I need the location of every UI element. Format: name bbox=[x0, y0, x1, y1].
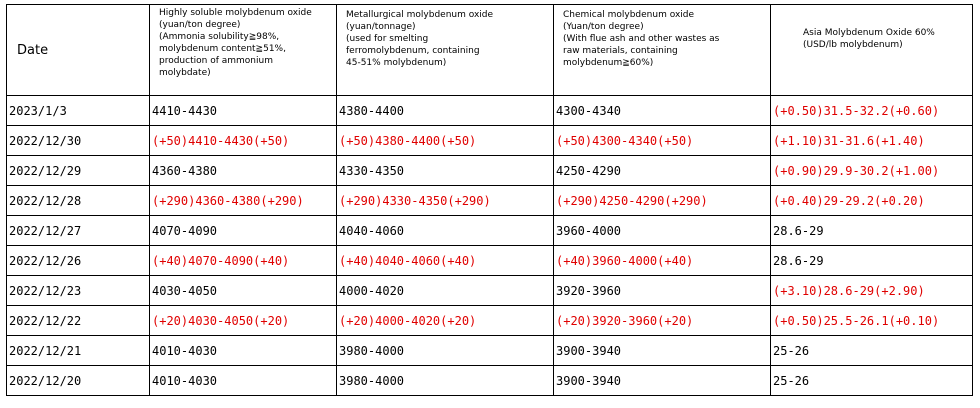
asia-price-cell: 28.6-29 bbox=[771, 216, 973, 246]
table-row bbox=[7, 186, 973, 216]
metallurgical-price-cell: (+290)4330-4350(+290) bbox=[337, 186, 554, 216]
metallurgical-price-cell: 3980-4000 bbox=[337, 336, 554, 366]
date-cell: 2022/12/28 bbox=[7, 186, 150, 216]
table-row bbox=[7, 276, 973, 306]
date-cell: 2022/12/29 bbox=[7, 156, 150, 186]
table-body bbox=[7, 96, 973, 396]
table-header-row bbox=[7, 5, 973, 96]
chemical-price-cell: 4300-4340 bbox=[554, 96, 771, 126]
highly-soluble-price-cell: 4030-4050 bbox=[150, 276, 337, 306]
date-cell: 2022/12/30 bbox=[7, 126, 150, 156]
highly-soluble-price-cell: (+20)4030-4050(+20) bbox=[150, 306, 337, 336]
highly-soluble-price-cell: 4410-4430 bbox=[150, 96, 337, 126]
chemical-price-cell: (+290)4250-4290(+290) bbox=[554, 186, 771, 216]
header-chemical-oxide: Chemical molybdenum oxide (Yuan/ton degree) (With flue ash and other wastes as raw materials, containing molybdenum≧60%) bbox=[554, 5, 771, 96]
table-row bbox=[7, 96, 973, 126]
date-cell: 2022/12/23 bbox=[7, 276, 150, 306]
metallurgical-price-cell: (+40)4040-4060(+40) bbox=[337, 246, 554, 276]
table-row bbox=[7, 306, 973, 336]
table-row bbox=[7, 336, 973, 366]
asia-price-cell: 25-26 bbox=[771, 336, 973, 366]
chemical-price-cell: 4250-4290 bbox=[554, 156, 771, 186]
highly-soluble-price-cell: 4360-4380 bbox=[150, 156, 337, 186]
header-asia-oxide: Asia Molybdenum Oxide 60% (USD/lb molybdenum) bbox=[771, 5, 973, 96]
date-cell: 2022/12/21 bbox=[7, 336, 150, 366]
table-row bbox=[7, 126, 973, 156]
asia-price-cell: 28.6-29 bbox=[771, 246, 973, 276]
highly-soluble-price-cell: (+40)4070-4090(+40) bbox=[150, 246, 337, 276]
date-cell: 2022/12/26 bbox=[7, 246, 150, 276]
metallurgical-price-cell: 3980-4000 bbox=[337, 366, 554, 396]
highly-soluble-price-cell: (+290)4360-4380(+290) bbox=[150, 186, 337, 216]
metallurgical-price-cell: (+50)4380-4400(+50) bbox=[337, 126, 554, 156]
asia-price-cell: (+0.90)29.9-30.2(+1.00) bbox=[771, 156, 973, 186]
chemical-price-cell: (+40)3960-4000(+40) bbox=[554, 246, 771, 276]
asia-price-cell: (+0.50)31.5-32.2(+0.60) bbox=[771, 96, 973, 126]
date-cell: 2023/1/3 bbox=[7, 96, 150, 126]
table-row bbox=[7, 156, 973, 186]
chemical-price-cell: 3920-3960 bbox=[554, 276, 771, 306]
table-row bbox=[7, 216, 973, 246]
highly-soluble-price-cell: 4070-4090 bbox=[150, 216, 337, 246]
metallurgical-price-cell: 4000-4020 bbox=[337, 276, 554, 306]
chemical-price-cell: (+50)4300-4340(+50) bbox=[554, 126, 771, 156]
metallurgical-price-cell: (+20)4000-4020(+20) bbox=[337, 306, 554, 336]
highly-soluble-price-cell: 4010-4030 bbox=[150, 366, 337, 396]
date-cell: 2022/12/27 bbox=[7, 216, 150, 246]
asia-price-cell: (+1.10)31-31.6(+1.40) bbox=[771, 126, 973, 156]
asia-price-cell: (+3.10)28.6-29(+2.90) bbox=[771, 276, 973, 306]
date-cell: 2022/12/22 bbox=[7, 306, 150, 336]
asia-price-cell: (+0.40)29-29.2(+0.20) bbox=[771, 186, 973, 216]
table-row bbox=[7, 366, 973, 396]
header-date: Date bbox=[7, 5, 150, 96]
chemical-price-cell: 3960-4000 bbox=[554, 216, 771, 246]
metallurgical-price-cell: 4380-4400 bbox=[337, 96, 554, 126]
highly-soluble-price-cell: 4010-4030 bbox=[150, 336, 337, 366]
asia-price-cell: (+0.50)25.5-26.1(+0.10) bbox=[771, 306, 973, 336]
metallurgical-price-cell: 4330-4350 bbox=[337, 156, 554, 186]
table-row bbox=[7, 246, 973, 276]
metallurgical-price-cell: 4040-4060 bbox=[337, 216, 554, 246]
asia-price-cell: 25-26 bbox=[771, 366, 973, 396]
chemical-price-cell: 3900-3940 bbox=[554, 336, 771, 366]
highly-soluble-price-cell: (+50)4410-4430(+50) bbox=[150, 126, 337, 156]
molybdenum-price-table bbox=[6, 4, 973, 396]
chemical-price-cell: 3900-3940 bbox=[554, 366, 771, 396]
header-highly-soluble-oxide: Highly soluble molybdenum oxide (yuan/ton degree) (Ammonia solubility≧98%, molybdenum content≧51%, production of ammonium molybdate) bbox=[150, 5, 337, 96]
header-metallurgical-oxide: Metallurgical molybdenum oxide (yuan/tonnage) (used for smelting ferromolybdenum, containing 45-51% molybdenum) bbox=[337, 5, 554, 96]
date-cell: 2022/12/20 bbox=[7, 366, 150, 396]
chemical-price-cell: (+20)3920-3960(+20) bbox=[554, 306, 771, 336]
